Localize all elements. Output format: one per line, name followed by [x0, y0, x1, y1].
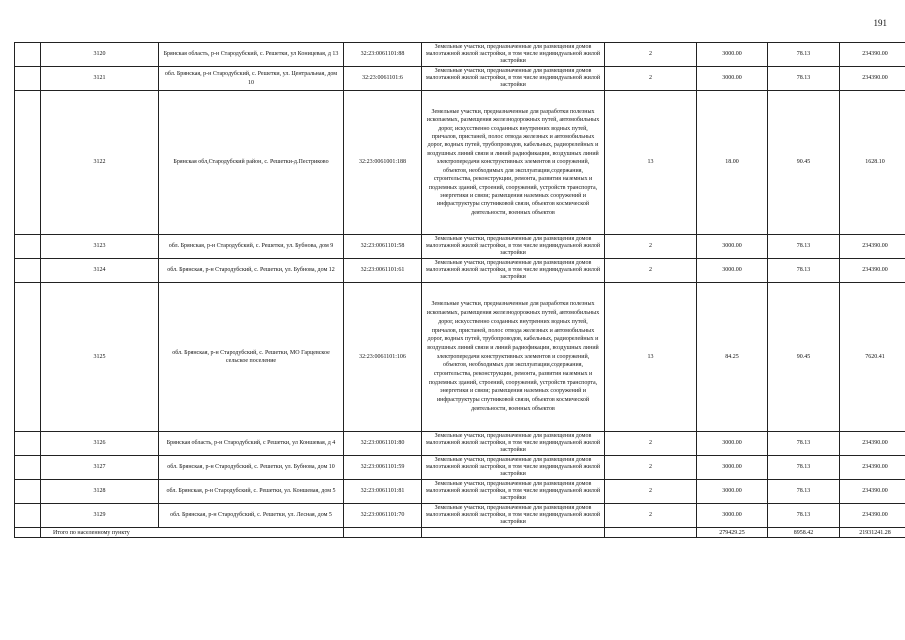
row-address: Брянская обл,Стародубский район, с. Решетки-д.Пестриково — [159, 91, 344, 235]
row-cadastral-number: 32:23:0061101:58 — [344, 235, 422, 259]
row-rate: 78.13 — [768, 43, 840, 67]
row-group: 2 — [605, 432, 697, 456]
row-rate: 78.13 — [768, 432, 840, 456]
row-cadastral-number: 32:23:0061101:106 — [344, 283, 422, 432]
table-row — [15, 283, 905, 432]
row-rate: 78.13 — [768, 259, 840, 283]
row-rate: 78.13 — [768, 456, 840, 480]
row-total: 234390.00 — [840, 432, 905, 456]
row-land-use: Земельные участки, предназначенные для размещения домов малоэтажной жилой застройки, в том числе индивидуальной жилой застройки — [422, 504, 605, 528]
row-address: обл. Брянская, р-н Стародубский, с. Решетки, МО Гарцевское сельское поселение — [159, 283, 344, 432]
totals-area: 279429.25 — [697, 528, 768, 538]
row-land-use: Земельные участки, предназначенные для размещения домов малоэтажной жилой застройки, в том числе индивидуальной жилой застройки — [422, 456, 605, 480]
row-cadastral-number: 32:23:0061101:59 — [344, 456, 422, 480]
row-total: 234390.00 — [840, 456, 905, 480]
table-row — [15, 67, 905, 91]
row-group: 2 — [605, 456, 697, 480]
row-group: 2 — [605, 504, 697, 528]
row-total: 1628.10 — [840, 91, 905, 235]
totals-total: 21931241.28 — [840, 528, 905, 538]
row-area: 18.00 — [697, 91, 768, 235]
row-group: 2 — [605, 43, 697, 67]
row-group: 2 — [605, 480, 697, 504]
table-row — [15, 259, 905, 283]
row-total: 234390.00 — [840, 235, 905, 259]
row-area: 3000.00 — [697, 259, 768, 283]
row-land-use: Земельные участки, предназначенные для разработки полезных ископаемых, размещения железнодорожных путей, автомобильных дорог, искусственно созданных внутренних водных путей, причалов, пристаней, полос отвода железных и автомобильных дорог, водных путей, трубопроводов, кабельных, радиорелейных и воздушных линий связи и линий радиофикации, воздушных линий электропередачи конструктивных элементов и сооружений, объектов, необходимых для эксплуатации,содержания, строительства, реконструкции, ремонта, развития наземных и подземных зданий, строений, сооружений, устройств транспорта, энергетики и связи; размещения наземных сооружений и инфраструктуры спутниковой связи, объектов космической деятельности, военных объектов — [422, 91, 605, 235]
row-rate: 78.13 — [768, 480, 840, 504]
row-cadastral-number: 32:23:0061101:70 — [344, 504, 422, 528]
row-total: 234390.00 — [840, 43, 905, 67]
row-total: 234390.00 — [840, 259, 905, 283]
row-land-use: Земельные участки, предназначенные для размещения домов малоэтажной жилой застройки, в том числе индивидуальной жилой застройки — [422, 43, 605, 67]
row-number: 3129 — [41, 504, 159, 528]
row-cadastral-number: 32:23:0061101:61 — [344, 259, 422, 283]
table-row — [15, 432, 905, 456]
row-address: обл. Брянская, р-н Стародубский, с. Решетки, ул. Центральная, дом 10 — [159, 67, 344, 91]
row-number: 3125 — [41, 283, 159, 432]
table-row — [15, 504, 905, 528]
row-group: 13 — [605, 91, 697, 235]
row-address: обл. Брянская, р-н Стародубский, с. Решетки, ул. Бубнова, дом 9 — [159, 235, 344, 259]
row-area: 3000.00 — [697, 456, 768, 480]
row-number: 3122 — [41, 91, 159, 235]
totals-row — [15, 528, 905, 538]
row-address: обл. Брянская, р-н Стародубский, с. Решетки, ул. Лесная, дом 5 — [159, 504, 344, 528]
row-land-use: Земельные участки, предназначенные для размещения домов малоэтажной жилой застройки, в том числе индивидуальной жилой застройки — [422, 67, 605, 91]
row-land-use: Земельные участки, предназначенные для размещения домов малоэтажной жилой застройки, в том числе индивидуальной жилой застройки — [422, 480, 605, 504]
row-rate: 90.45 — [768, 283, 840, 432]
row-number: 3128 — [41, 480, 159, 504]
row-rate: 90.45 — [768, 91, 840, 235]
row-rate: 78.13 — [768, 67, 840, 91]
table-row — [15, 456, 905, 480]
row-number: 3121 — [41, 67, 159, 91]
row-cadastral-number: 32:23:0061101:6 — [344, 67, 422, 91]
row-land-use: Земельные участки, предназначенные для размещения домов малоэтажной жилой застройки, в том числе индивидуальной жилой застройки — [422, 259, 605, 283]
row-cadastral-number: 32:23:0061101:80 — [344, 432, 422, 456]
row-land-use: Земельные участки, предназначенные для размещения домов малоэтажной жилой застройки, в том числе индивидуальной жилой застройки — [422, 235, 605, 259]
row-address: Брянская область, р-н Стародубский, с. Решетки, ул Коницевая, д 13 — [159, 43, 344, 67]
row-total: 234390.00 — [840, 480, 905, 504]
row-number: 3120 — [41, 43, 159, 67]
table-row — [15, 480, 905, 504]
row-area: 3000.00 — [697, 67, 768, 91]
page-number: 191 — [873, 18, 887, 28]
row-address: обл. Брянская, р-н Стародубский, с. Решетки, ул. Бубнова, дом 12 — [159, 259, 344, 283]
row-address: Брянская область, р-н Стародубский, с Решетки, ул Коншевая, д 4 — [159, 432, 344, 456]
row-area: 3000.00 — [697, 480, 768, 504]
row-group: 13 — [605, 283, 697, 432]
row-group: 2 — [605, 67, 697, 91]
row-cadastral-number: 32:23:0061001:188 — [344, 91, 422, 235]
table-row — [15, 235, 905, 259]
row-address: обл. Брянская, р-н Стародубский, с. Решетки, ул. Бубнова, дом 10 — [159, 456, 344, 480]
row-area: 84.25 — [697, 283, 768, 432]
row-total: 7620.41 — [840, 283, 905, 432]
row-rate: 78.13 — [768, 504, 840, 528]
row-number: 3127 — [41, 456, 159, 480]
row-number: 3126 — [41, 432, 159, 456]
totals-label: Итого по населенному пункту — [41, 528, 344, 538]
row-land-use: Земельные участки, предназначенные для разработки полезных ископаемых, размещения железнодорожных путей, автомобильных дорог, искусственно созданных внутренних водных путей, причалов, пристаней, полос отвода железных и автомобильных дорог, водных путей, трубопроводов, кабельных, радиорелейных и воздушных линий связи и линий радиофикации, воздушных линий электропередачи конструктивных элементов и сооружений, объектов, необходимых для эксплуатации,содержания, строительства, реконструкции, ремонта, развития наземных и подземных зданий, строений, сооружений, устройств транспорта, энергетики и связи; размещения наземных сооружений и инфраструктуры спутниковой связи, объектов космической деятельности, военных объектов — [422, 283, 605, 432]
row-total: 234390.00 — [840, 504, 905, 528]
row-cadastral-number: 32:23:0061101:88 — [344, 43, 422, 67]
row-group: 2 — [605, 235, 697, 259]
row-address: обл. Брянская, р-н Стародубский, с. Решетки, ул. Коншевая, дом 5 — [159, 480, 344, 504]
totals-rate: 8958.42 — [768, 528, 840, 538]
row-group: 2 — [605, 259, 697, 283]
row-area: 3000.00 — [697, 235, 768, 259]
table-row — [15, 43, 905, 67]
land-plots-table — [14, 42, 905, 538]
row-rate: 78.13 — [768, 235, 840, 259]
row-total: 234390.00 — [840, 67, 905, 91]
row-area: 3000.00 — [697, 504, 768, 528]
row-number: 3124 — [41, 259, 159, 283]
row-area: 3000.00 — [697, 43, 768, 67]
row-land-use: Земельные участки, предназначенные для размещения домов малоэтажной жилой застройки, в том числе индивидуальной жилой застройки — [422, 432, 605, 456]
row-area: 3000.00 — [697, 432, 768, 456]
row-cadastral-number: 32:23:0061101:81 — [344, 480, 422, 504]
table-row — [15, 91, 905, 235]
row-number: 3123 — [41, 235, 159, 259]
